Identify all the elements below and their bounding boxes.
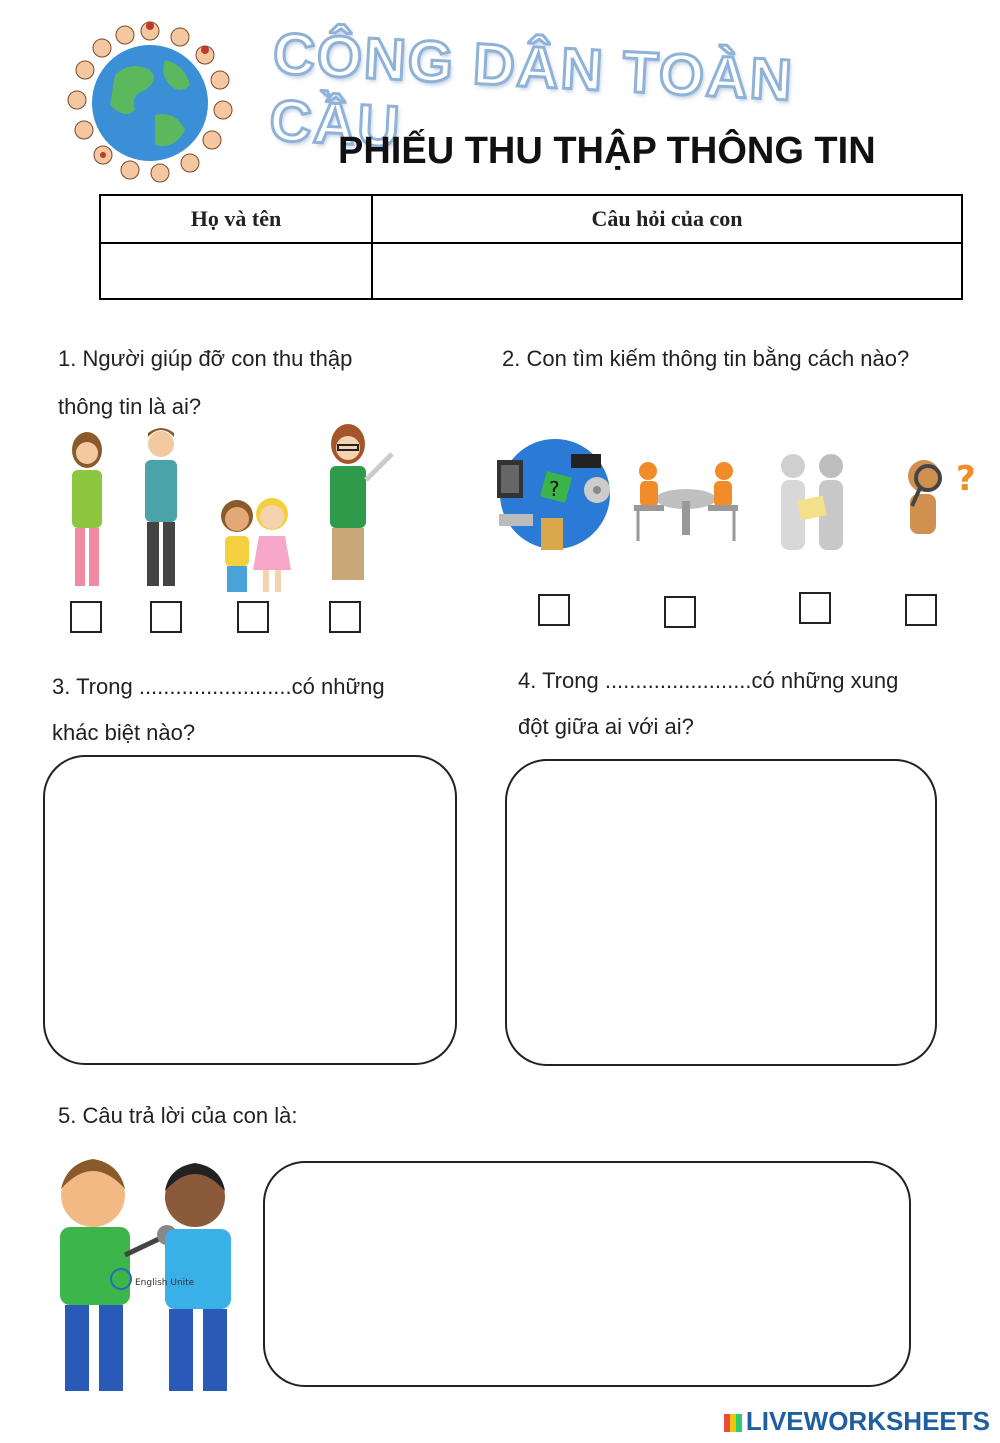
page-title: CÔNG DÂN TOÀN CẦU	[268, 20, 796, 160]
question-4-line-1: 4. Trong ........................có những xung	[518, 668, 899, 693]
question-header: Câu hỏi của con	[372, 195, 962, 243]
question-1-line-1: 1. Người giúp đỡ con thu thập	[58, 346, 353, 371]
q5-answer-box[interactable]	[263, 1161, 911, 1387]
q2-checkbox-3[interactable]	[799, 592, 831, 624]
q3-answer-box[interactable]	[43, 755, 457, 1065]
globe-kids-icon	[60, 15, 240, 190]
interview-logo-text: English Unite	[135, 1278, 195, 1288]
question-3-line-2: khác biệt nào?	[52, 720, 196, 745]
question-1-line-2: thông tin là ai?	[58, 394, 202, 419]
question-4-line-2: đột giữa ai với ai?	[518, 714, 694, 739]
q1-checkbox-4[interactable]	[329, 601, 361, 633]
media-globe-icon	[493, 432, 618, 557]
children-icon	[215, 488, 295, 594]
liveworksheets-watermark	[724, 1406, 990, 1437]
name-field[interactable]	[100, 243, 372, 299]
interview-kids-icon	[55, 1155, 245, 1400]
meeting-table-icon	[630, 455, 742, 547]
name-header: Họ và tên	[100, 195, 372, 243]
watermark-text: LIVEWORKSHEETS	[745, 1406, 990, 1436]
question-2: 2. Con tìm kiếm thông tin bằng cách nào?	[502, 346, 910, 371]
teacher-icon	[318, 420, 398, 594]
q1-checkbox-1[interactable]	[70, 601, 102, 633]
q1-checkbox-2[interactable]	[150, 601, 182, 633]
page-subtitle: PHIẾU THU THẬP THÔNG TIN	[338, 130, 876, 172]
q2-checkbox-1[interactable]	[538, 594, 570, 626]
question-3-line-1: 3. Trong .........................có những	[52, 674, 385, 699]
liveworksheets-logo-icon	[724, 1414, 742, 1432]
svg-text:?: ?	[549, 477, 560, 501]
info-table	[99, 194, 963, 300]
father-icon	[135, 422, 187, 590]
mother-icon	[62, 428, 112, 590]
q2-checkbox-2[interactable]	[664, 596, 696, 628]
search-magnifier-icon	[890, 452, 990, 542]
q1-checkbox-3[interactable]	[237, 601, 269, 633]
people-reading-icon	[765, 450, 860, 560]
q2-checkbox-4[interactable]	[905, 594, 937, 626]
svg-text:?: ?	[956, 459, 976, 499]
q4-answer-box[interactable]	[505, 759, 937, 1066]
question-field[interactable]	[372, 243, 962, 299]
question-5: 5. Câu trả lời của con là:	[58, 1103, 298, 1128]
